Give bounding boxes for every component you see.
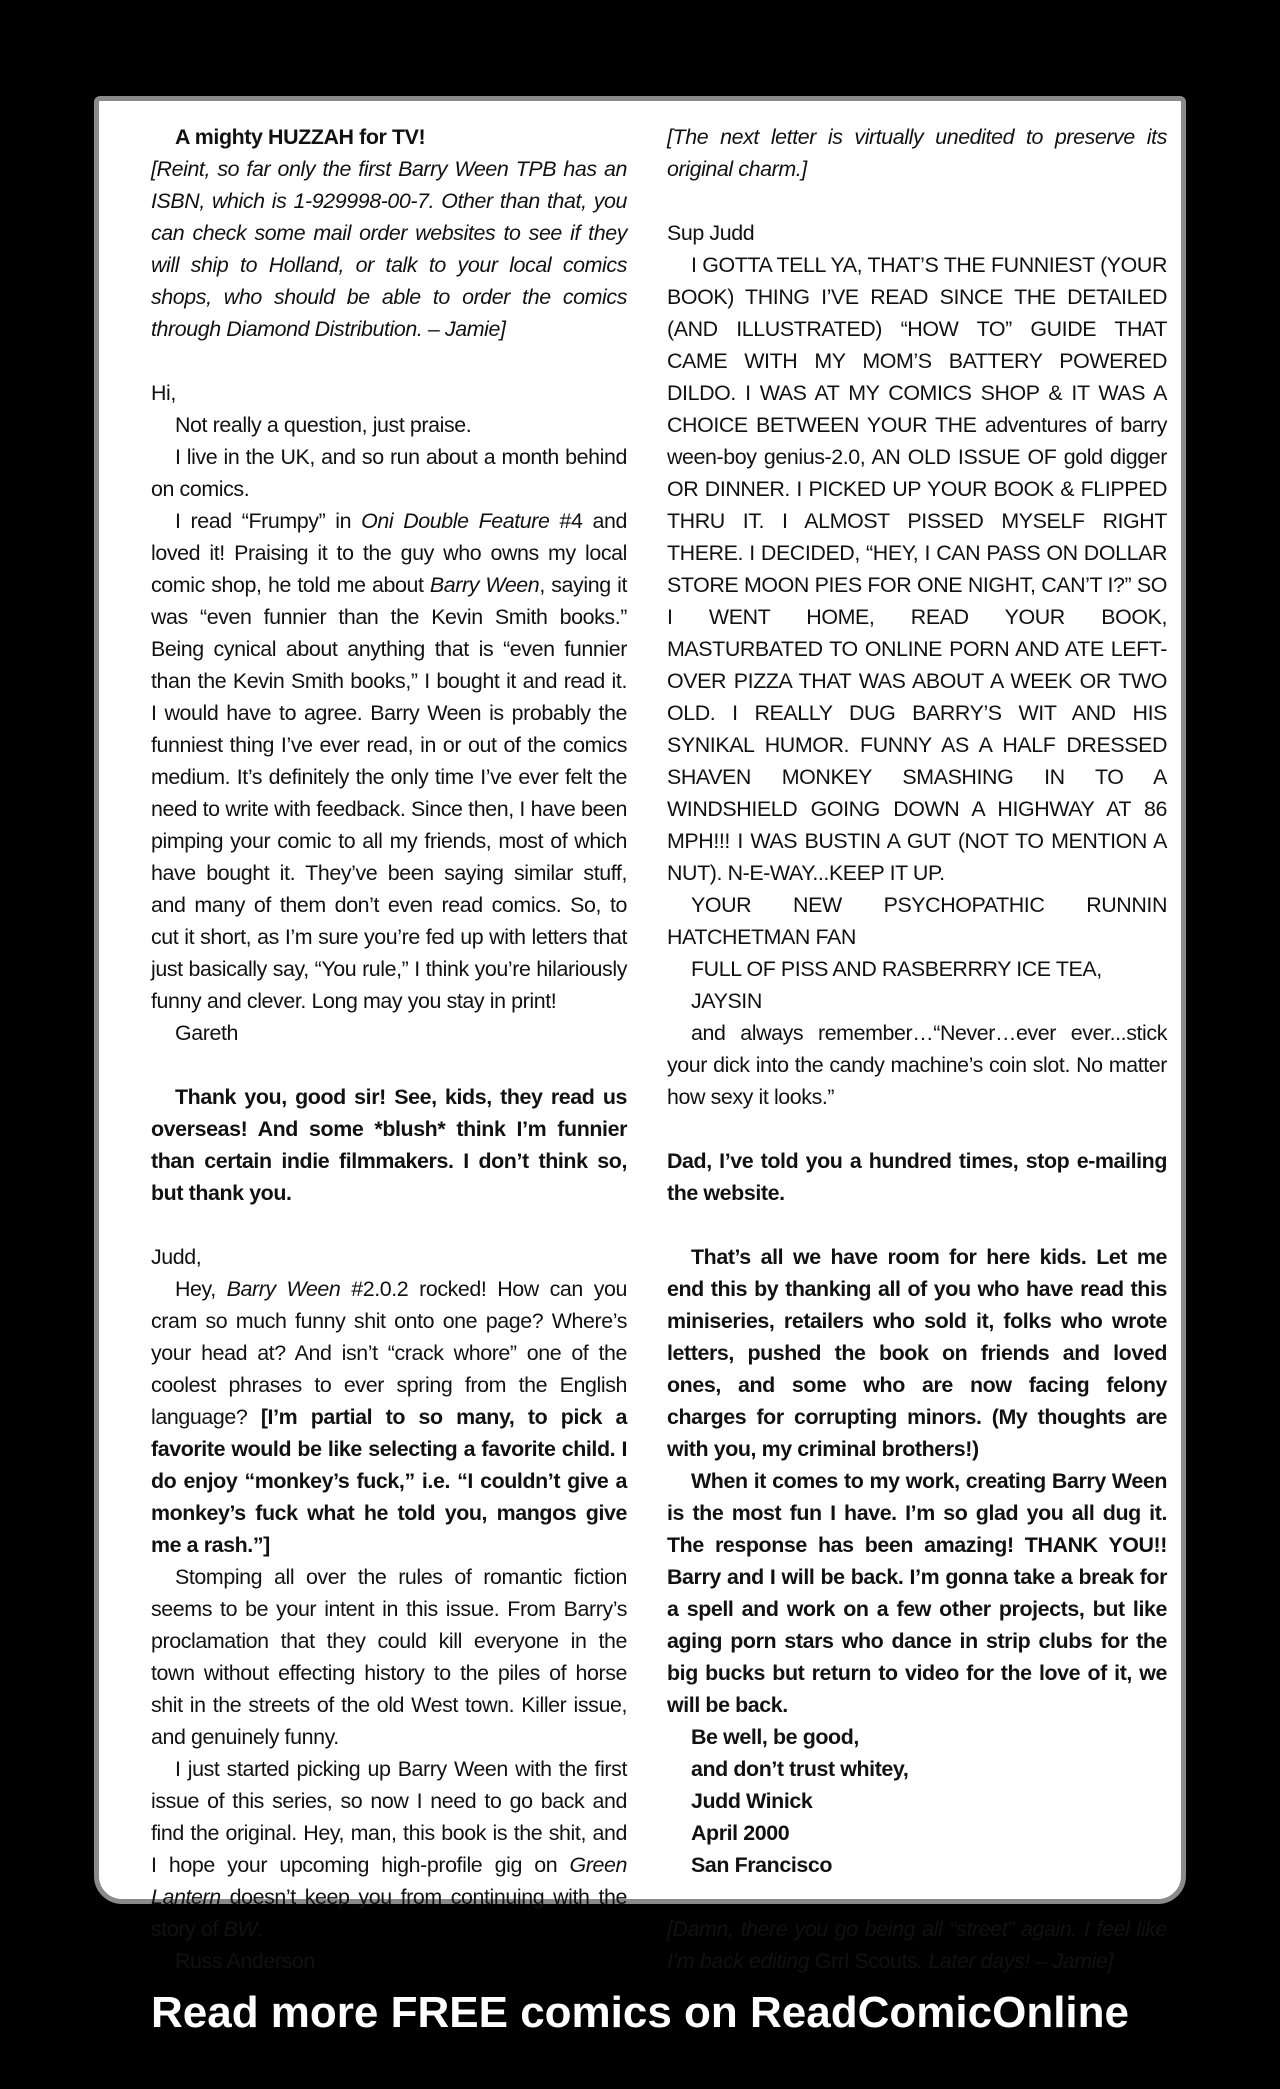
gareth-greeting: Hi, [151, 381, 176, 405]
huzzah-heading: A mighty HUZZAH for TV! [175, 125, 426, 149]
left-column [151, 121, 627, 1977]
jaysin-paragraph-2: YOUR NEW PSYCHOPATHIC RUNNIN HATCHETMAN FAN [667, 893, 1167, 949]
closing-paragraph-2: When it comes to my work, creating Barry Ween is the most fun I have. I’m so glad you all dug it. The response has been amazing! THANK YOU!! Barry and I will be back. I’m gonna take a break for a spell and work on a few other projects, but like aging porn stars who dance in strip clubs for the big bucks but return to video for the love of it, we will be back. [667, 1469, 1167, 1717]
promo-banner[interactable]: Read more FREE comics on ReadComicOnline [150, 1988, 1129, 2037]
closing-paragraph-1: That’s all we have room for here kids. Let me end this by thanking all of you who have read this miniseries, retailers who sold it, folks who wrote letters, pushed the book on friends and loved ones, and some who are now facing felony charges for corrupting minors. (My thoughts are with you, my criminal brothers!) [667, 1245, 1167, 1461]
reply-jaysin: Dad, I’ve told you a hundred times, stop e-mailing the website. [667, 1149, 1167, 1205]
right-column [667, 121, 1167, 1977]
letters-page [94, 96, 1186, 1973]
jaysin-paragraph-4: and always remember…“Never…ever ever...stick your dick into the candy machine’s coin slot. No matter how sexy it looks.” [667, 1021, 1167, 1109]
jaysin-paragraph-3: FULL OF PISS AND RASBERRRY ICE TEA, [691, 957, 1102, 981]
jaysin-greeting: Sup Judd [667, 221, 755, 245]
gareth-paragraph-3: I read “Frumpy” in Oni Double Feature #4 and loved it! Praising it to the guy who owns my local comic shop, he told me about Barry Ween, saying it was “even funnier than the Kevin Smith books.” Being cynical about anything that is “even funnier than the Kevin Smith books,” I bought it and read it. I would have to agree. Barry Ween is probably the funniest thing I’ve ever read, in or out of the comics medium. It’s definitely the only time I’ve ever felt the need to write with feedback. Since then, I have been pimping your comic to all my friends, most of which have bought it. They’ve been saying similar stuff, and many of them don’t even read comics. So, to cut it short, as I’m sure you’re fed up with letters that just basically say, “You rule,” I think you’re hilariously funny and clever. Long may you stay in print! [151, 509, 627, 1013]
signoff-date: April 2000 [691, 1821, 790, 1845]
russ-paragraph-2: Stomping all over the rules of romantic fiction seems to be your intent in this issue. From Barry’s proclamation that they could kill everyone in the town without effecting history to the piles of horse shit in the streets of the old West town. Killer issue, and genuinely funny. [151, 1565, 627, 1749]
signoff-place: San Francisco [691, 1853, 833, 1877]
gareth-signature: Gareth [175, 1021, 238, 1045]
gareth-paragraph-1: Not really a question, just praise. [175, 413, 472, 437]
jaysin-paragraph-1: I GOTTA TELL YA, THAT’S THE FUNNIEST (YOUR BOOK) THING I’VE READ SINCE THE DETAILED (AND ILLUSTRATED) “HOW TO” GUIDE THAT CAME WITH MY MOM’S BATTERY POWERED DILDO. I WAS AT MY COMICS SHOP & IT WAS A CHOICE BETWEEN YOUR THE adventures of barry ween-boy genius-2.0, AN OLD ISSUE OF gold digger OR DINNER. I PICKED UP YOUR BOOK & FLIPPED THRU IT. I ALMOST PISSED MYSELF RIGHT THERE. I DECIDED, “HEY, I CAN PASS ON DOLLAR STORE MOON PIES FOR ONE NIGHT, CAN’T I?” SO I WENT HOME, READ YOUR BOOK, MASTURBATED TO ONLINE PORN AND ATE LEFT-OVER PIZZA THAT WAS ABOUT A WEEK OR TWO OLD. I REALLY DUG BARRY’S WIT AND HIS SYNIKAL HUMOR. FUNNY AS A HALF DRESSED SHAVEN MONKEY SMASHING IN TO A WINDSHIELD GOING DOWN A HIGHWAY AT 86 MPH!!! I WAS BUSTIN A GUT (NOT TO MENTION A NUT). N-E-WAY...KEEP IT UP. [667, 253, 1167, 885]
russ-paragraph-1: Hey, Barry Ween #2.0.2 rocked! How can you cram so much funny shit onto one page? Where’s your head at? And isn’t “crack whore” one of the coolest phrases to ever spring from the English language? [I’m partial to so many, to pick a favorite would be like selecting a favorite child. I do enjoy “monkey’s fuck,” i.e. “I couldn’t give a monkey’s fuck what he told you, mangos give me a rash.”] [151, 1277, 628, 1557]
signoff-line-2: and don’t trust whitey, [691, 1757, 909, 1781]
russ-greeting: Judd, [151, 1245, 202, 1269]
gareth-paragraph-2: I live in the UK, and so run about a month behind on comics. [151, 445, 627, 501]
signoff-line-1: Be well, be good, [691, 1725, 859, 1749]
editor-note-unedited: [The next letter is virtually unedited to preserve its original charm.] [667, 125, 1167, 181]
reply-gareth: Thank you, good sir! See, kids, they read us overseas! And some *blush* think I’m funnier than certain indie filmmakers. I don’t think so, but thank you. [151, 1085, 627, 1205]
editor-final-note: [Damn, there you go being all “street” again. I feel like I’m back editing Grrl Scouts. Later days! – Jamie] [667, 1917, 1167, 1973]
editor-reply-isbn: [Reint, so far only the first Barry Ween TPB has an ISBN, which is 1-929998-00-7. Other than that, you can check some mail order websites to see if they will ship to Holland, or talk to your local comics shops, who should be able to order the comics through Diamond Distribution. – Jamie] [151, 157, 627, 341]
jaysin-signature: JAYSIN [691, 989, 762, 1013]
russ-paragraph-3: I just started picking up Barry Ween with the first issue of this series, so now I need to go back and find the original. Hey, man, this book is the shit, and I hope your upcoming high-profile gig on Green Lantern doesn’t keep you from continuing with the story of BW. [151, 1757, 627, 1941]
russ-signature: Russ Anderson [175, 1949, 315, 1973]
signoff-name: Judd Winick [691, 1789, 813, 1813]
